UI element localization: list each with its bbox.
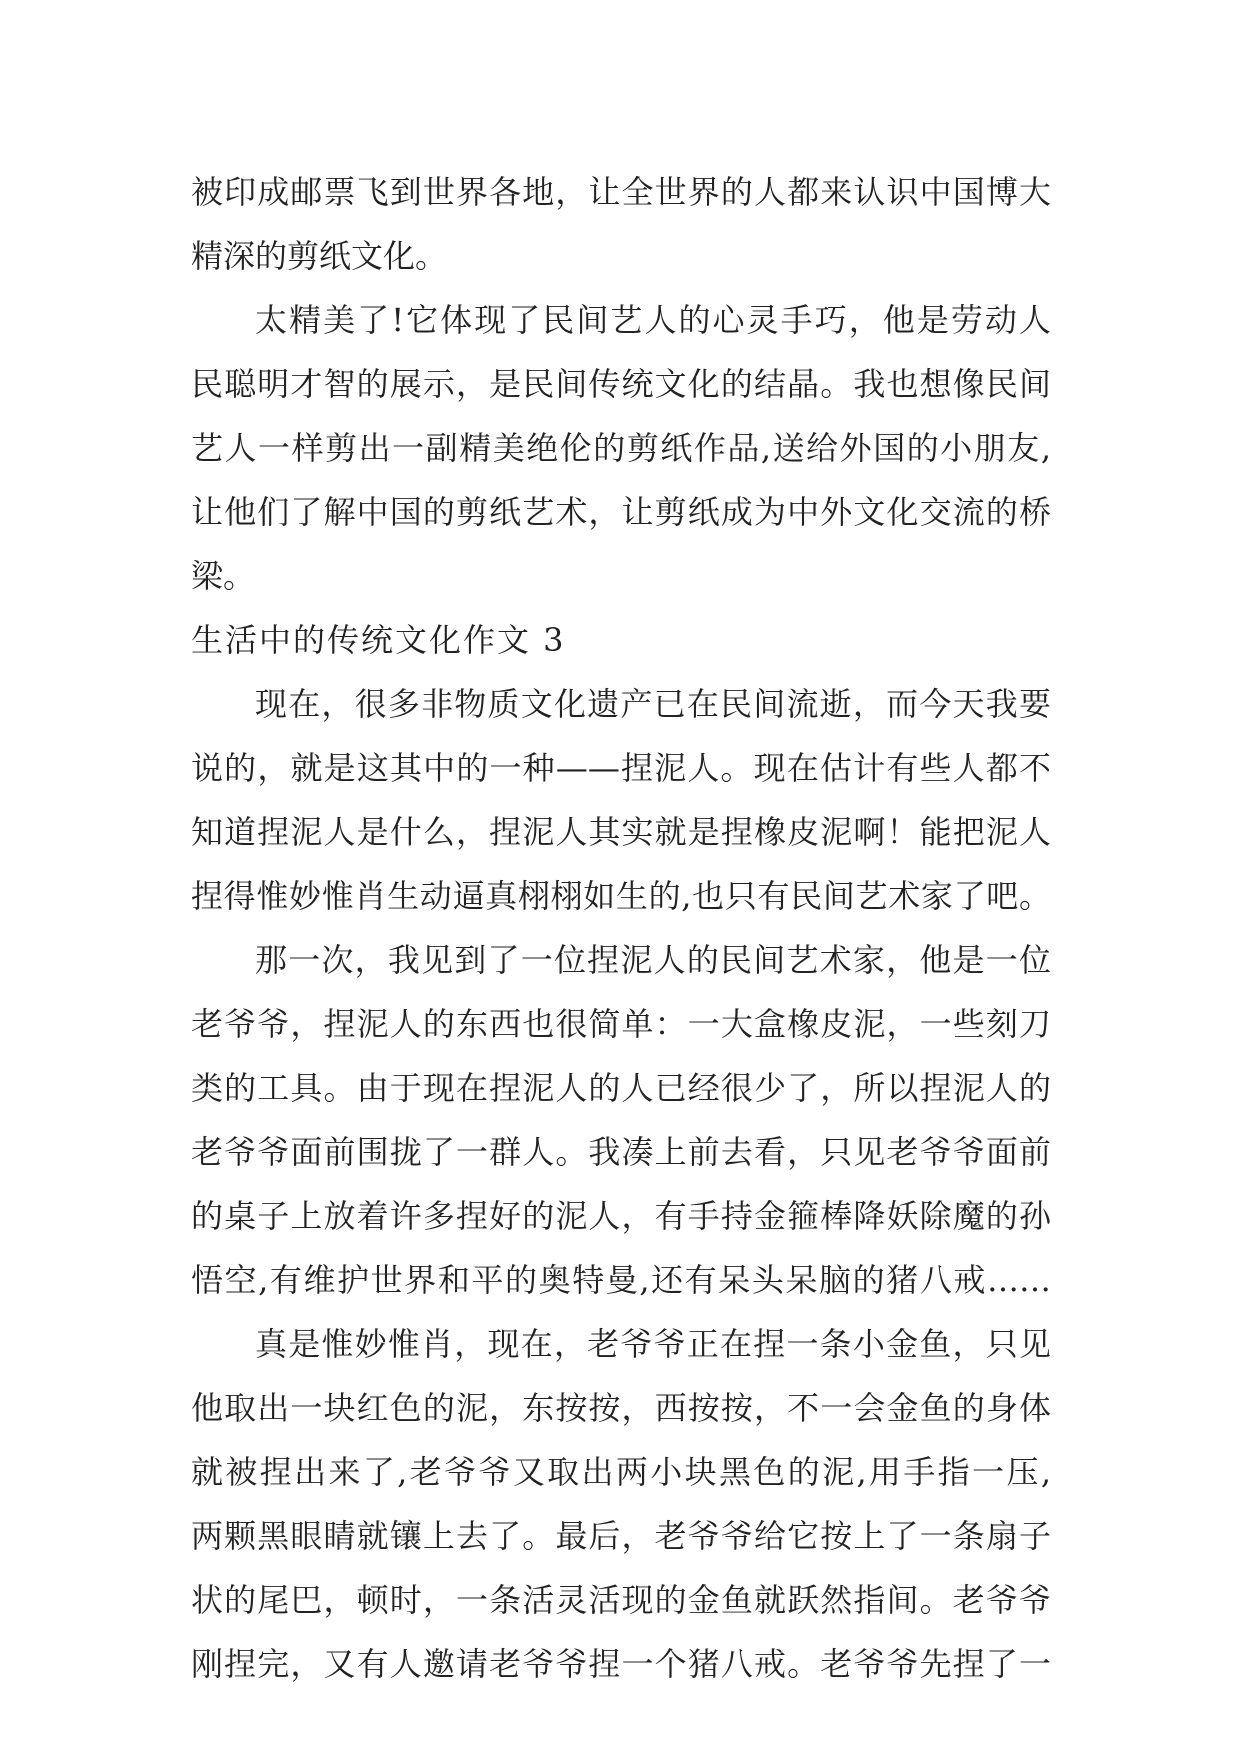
document-body: [191, 160, 1051, 1696]
paragraph: [191, 160, 1051, 288]
text-line: 就被捏出来了,老爷爷又取出两小块黑色的泥,用手指一压,: [191, 1453, 1051, 1491]
paragraph: [191, 288, 1051, 608]
text-line: 知道捏泥人是什么，捏泥人其实就是捏橡皮泥啊！能把泥人: [191, 813, 1051, 851]
paragraph: [191, 928, 1051, 1312]
text-line: 真是惟妙惟肖，现在，老爷爷正在捏一条小金鱼，只见: [255, 1325, 1051, 1363]
text-line: 民聪明才智的展示，是民间传统文化的结晶。我也想像民间: [191, 365, 1051, 403]
paragraph: [191, 672, 1051, 928]
text-line: 被印成邮票飞到世界各地，让全世界的人都来认识中国博大: [191, 173, 1051, 211]
text-line: 捏得惟妙惟肖生动逼真栩栩如生的,也只有民间艺术家了吧。: [191, 877, 1051, 915]
text-line: 说的，就是这其中的一种——捏泥人。现在估计有些人都不: [191, 749, 1051, 787]
text-line: 梁。: [191, 557, 256, 595]
paragraph: [191, 1312, 1051, 1696]
text-line: 状的尾巴，顿时，一条活灵活现的金鱼就跃然指间。老爷爷: [191, 1581, 1051, 1619]
text-line: 老爷爷面前围拢了一群人。我凑上前去看，只见老爷爷面前: [191, 1133, 1051, 1171]
text-line: 那一次，我见到了一位捏泥人的民间艺术家，他是一位: [255, 941, 1051, 979]
text-line: 现在，很多非物质文化遗产已在民间流逝，而今天我要: [255, 685, 1051, 723]
text-line: 他取出一块红色的泥，东按按，西按按，不一会金鱼的身体: [191, 1389, 1051, 1427]
text-line: 艺人一样剪出一副精美绝伦的剪纸作品,送给外国的小朋友,: [191, 429, 1051, 467]
text-line: 刚捏完，又有人邀请老爷爷捏一个猪八戒。老爷爷先捏了一: [191, 1645, 1051, 1683]
text-line: 老爷爷，捏泥人的东西也很简单：一大盒橡皮泥，一些刻刀: [191, 1005, 1051, 1043]
text-line: 让他们了解中国的剪纸艺术，让剪纸成为中外文化交流的桥: [191, 493, 1051, 531]
text-line: 太精美了!它体现了民间艺人的心灵手巧，他是劳动人: [255, 301, 1051, 339]
text-line: 两颗黑眼睛就镶上去了。最后，老爷爷给它按上了一条扇子: [191, 1517, 1051, 1555]
text-line: 的桌子上放着许多捏好的泥人，有手持金箍棒降妖除魔的孙: [191, 1197, 1051, 1235]
section-heading: 生活中的传统文化作文 3: [191, 621, 566, 659]
text-line: 类的工具。由于现在捏泥人的人已经很少了，所以捏泥人的: [191, 1069, 1051, 1107]
text-line: 精深的剪纸文化。: [191, 237, 448, 275]
text-line: 悟空,有维护世界和平的奥特曼,还有呆头呆脑的猪八戒……: [191, 1261, 1051, 1299]
